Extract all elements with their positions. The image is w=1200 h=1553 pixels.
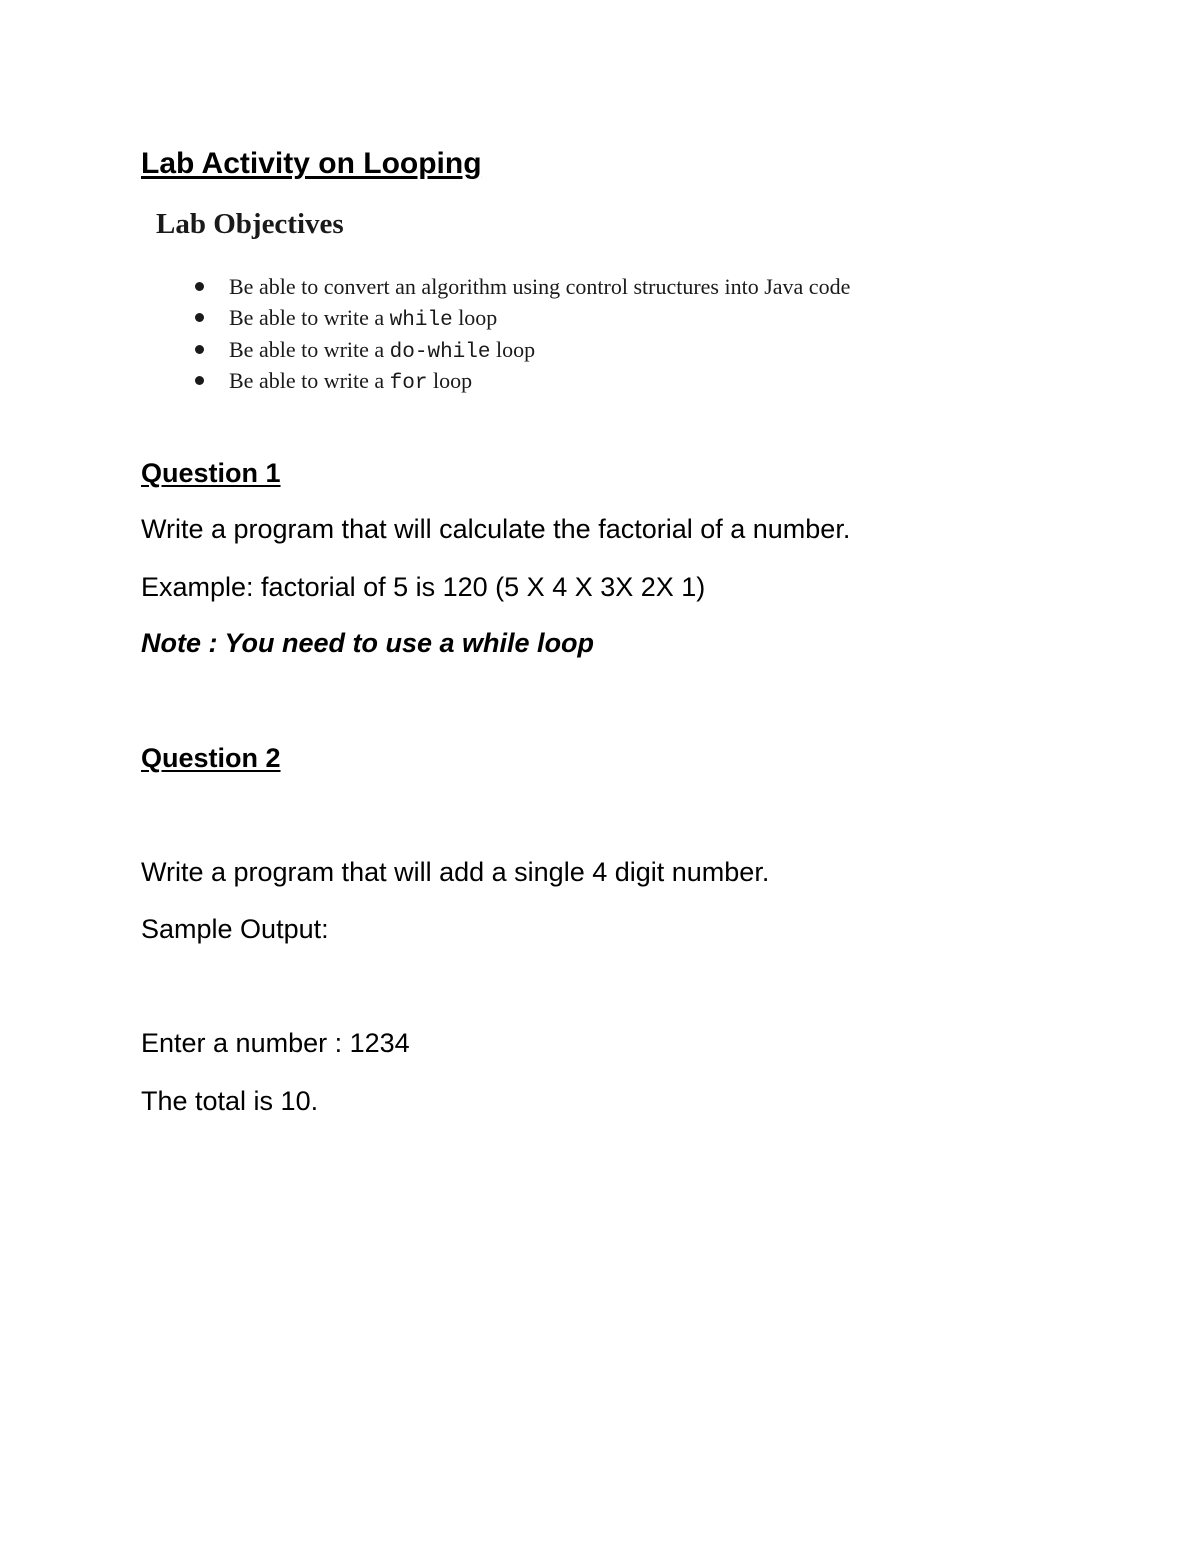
objective-code: do-while <box>389 340 491 364</box>
bullet-icon <box>195 313 204 322</box>
objective-code: while <box>389 309 453 333</box>
objective-item <box>195 365 850 396</box>
page-title: Lab Activity on Looping <box>141 147 482 180</box>
objective-code: for <box>389 371 428 395</box>
sample-output-input-line: Enter a number : 1234 <box>141 1028 410 1058</box>
objective-item <box>195 302 850 333</box>
objective-text: Be able to convert an algorithm using control structures into Java code <box>229 274 851 299</box>
objective-text-end: loop <box>490 336 536 362</box>
objective-item <box>195 271 850 302</box>
objective-text: Be able to write a <box>229 367 390 393</box>
sample-output-result-line: The total is 10. <box>141 1086 319 1116</box>
objective-item <box>195 334 850 365</box>
objectives-heading: Lab Objectives <box>156 208 344 240</box>
question-1-example: Example: factorial of 5 is 120 (5 X 4 X 3X 2X 1) <box>141 572 706 602</box>
bullet-icon <box>195 345 204 354</box>
objective-text: Be able to write a <box>229 336 390 362</box>
question-2-heading: Question 2 <box>141 743 281 773</box>
objective-text-end: loop <box>452 305 498 331</box>
objectives-list <box>195 271 850 396</box>
bullet-icon <box>195 376 204 385</box>
sample-output-label: Sample Output: <box>141 914 329 944</box>
bullet-icon <box>195 282 204 291</box>
objective-text-end: loop <box>427 367 473 393</box>
question-2-prompt: Write a program that will add a single 4 digit number. <box>141 857 770 887</box>
question-1-prompt: Write a program that will calculate the factorial of a number. <box>141 514 851 544</box>
objective-text: Be able to write a <box>229 305 390 331</box>
question-1-heading: Question 1 <box>141 458 281 488</box>
question-1-note: Note : You need to use a while loop <box>141 628 595 658</box>
